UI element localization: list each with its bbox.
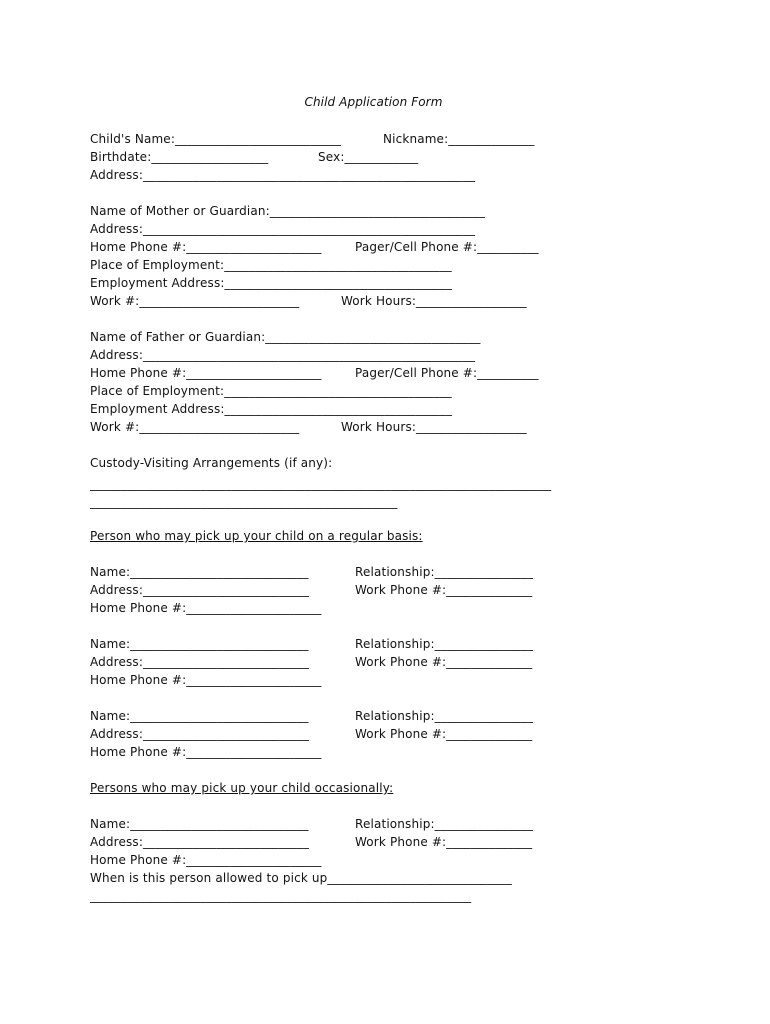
regular-2-home-phone-field[interactable]: Home Phone #:______________________	[90, 673, 322, 687]
occasional-relationship-field[interactable]: Relationship:________________	[355, 817, 534, 831]
occasional-name-field[interactable]: Name:_____________________________	[90, 817, 309, 831]
mother-employment-field[interactable]: Place of Employment:_____________________________________	[90, 258, 452, 272]
father-home-phone-field[interactable]: Home Phone #:______________________	[90, 366, 322, 380]
regular-2-relationship-field[interactable]: Relationship:________________	[355, 637, 534, 651]
mother-work-hours-field[interactable]: Work Hours:__________________	[341, 294, 527, 308]
occasional-work-phone-field[interactable]: Work Phone #:______________	[355, 835, 533, 849]
occasional-pickup-heading: Persons who may pick up your child occasionally:	[90, 781, 394, 795]
regular-pickup-heading: Person who may pick up your child on a regular basis:	[90, 529, 423, 543]
childs-name-field[interactable]: Child's Name:___________________________	[90, 132, 342, 146]
occasional-address-field[interactable]: Address:___________________________	[90, 835, 310, 849]
nickname-field[interactable]: Nickname:______________	[383, 132, 535, 146]
custody-label: Custody-Visiting Arrangements (if any):	[90, 456, 333, 470]
father-work-hours-field[interactable]: Work Hours:__________________	[341, 420, 527, 434]
father-work-phone-field[interactable]: Work #:__________________________	[90, 420, 300, 434]
regular-1-home-phone-field[interactable]: Home Phone #:______________________	[90, 601, 322, 615]
father-employment-address-field[interactable]: Employment Address:_____________________________________	[90, 402, 453, 416]
regular-2-work-phone-field[interactable]: Work Phone #:______________	[355, 655, 533, 669]
regular-3-name-field[interactable]: Name:_____________________________	[90, 709, 309, 723]
father-employment-field[interactable]: Place of Employment:_____________________________________	[90, 384, 452, 398]
occasional-extra-line[interactable]: ______________________________________________________________	[90, 889, 472, 903]
father-address-field[interactable]: Address:______________________________________________________	[90, 348, 476, 362]
regular-2-name-field[interactable]: Name:_____________________________	[90, 637, 309, 651]
occasional-allowed-field[interactable]: When is this person allowed to pick up______________________________	[90, 871, 512, 885]
mother-employment-address-field[interactable]: Employment Address:_____________________________________	[90, 276, 453, 290]
mother-name-field[interactable]: Name of Mother or Guardian:___________________________________	[90, 204, 486, 218]
regular-3-work-phone-field[interactable]: Work Phone #:______________	[355, 727, 533, 741]
father-pager-field[interactable]: Pager/Cell Phone #:__________	[355, 366, 539, 380]
mother-address-field[interactable]: Address:______________________________________________________	[90, 222, 476, 236]
sex-field[interactable]: Sex:____________	[318, 150, 419, 164]
birthdate-field[interactable]: Birthdate:___________________	[90, 150, 269, 164]
occasional-home-phone-field[interactable]: Home Phone #:______________________	[90, 853, 322, 867]
father-name-field[interactable]: Name of Father or Guardian:___________________________________	[90, 330, 481, 344]
form-title: Child Application Form	[304, 95, 443, 109]
mother-home-phone-field[interactable]: Home Phone #:______________________	[90, 240, 322, 254]
mother-work-phone-field[interactable]: Work #:__________________________	[90, 294, 300, 308]
regular-1-relationship-field[interactable]: Relationship:________________	[355, 565, 534, 579]
custody-line-1[interactable]: ___________________________________________________________________________	[90, 477, 552, 491]
regular-3-relationship-field[interactable]: Relationship:________________	[355, 709, 534, 723]
regular-1-work-phone-field[interactable]: Work Phone #:______________	[355, 583, 533, 597]
child-address-field[interactable]: Address:______________________________________________________	[90, 168, 476, 182]
custody-line-2[interactable]: __________________________________________________	[90, 495, 398, 509]
regular-1-name-field[interactable]: Name:_____________________________	[90, 565, 309, 579]
regular-1-address-field[interactable]: Address:___________________________	[90, 583, 310, 597]
regular-3-address-field[interactable]: Address:___________________________	[90, 727, 310, 741]
mother-pager-field[interactable]: Pager/Cell Phone #:__________	[355, 240, 539, 254]
regular-2-address-field[interactable]: Address:___________________________	[90, 655, 310, 669]
regular-3-home-phone-field[interactable]: Home Phone #:______________________	[90, 745, 322, 759]
